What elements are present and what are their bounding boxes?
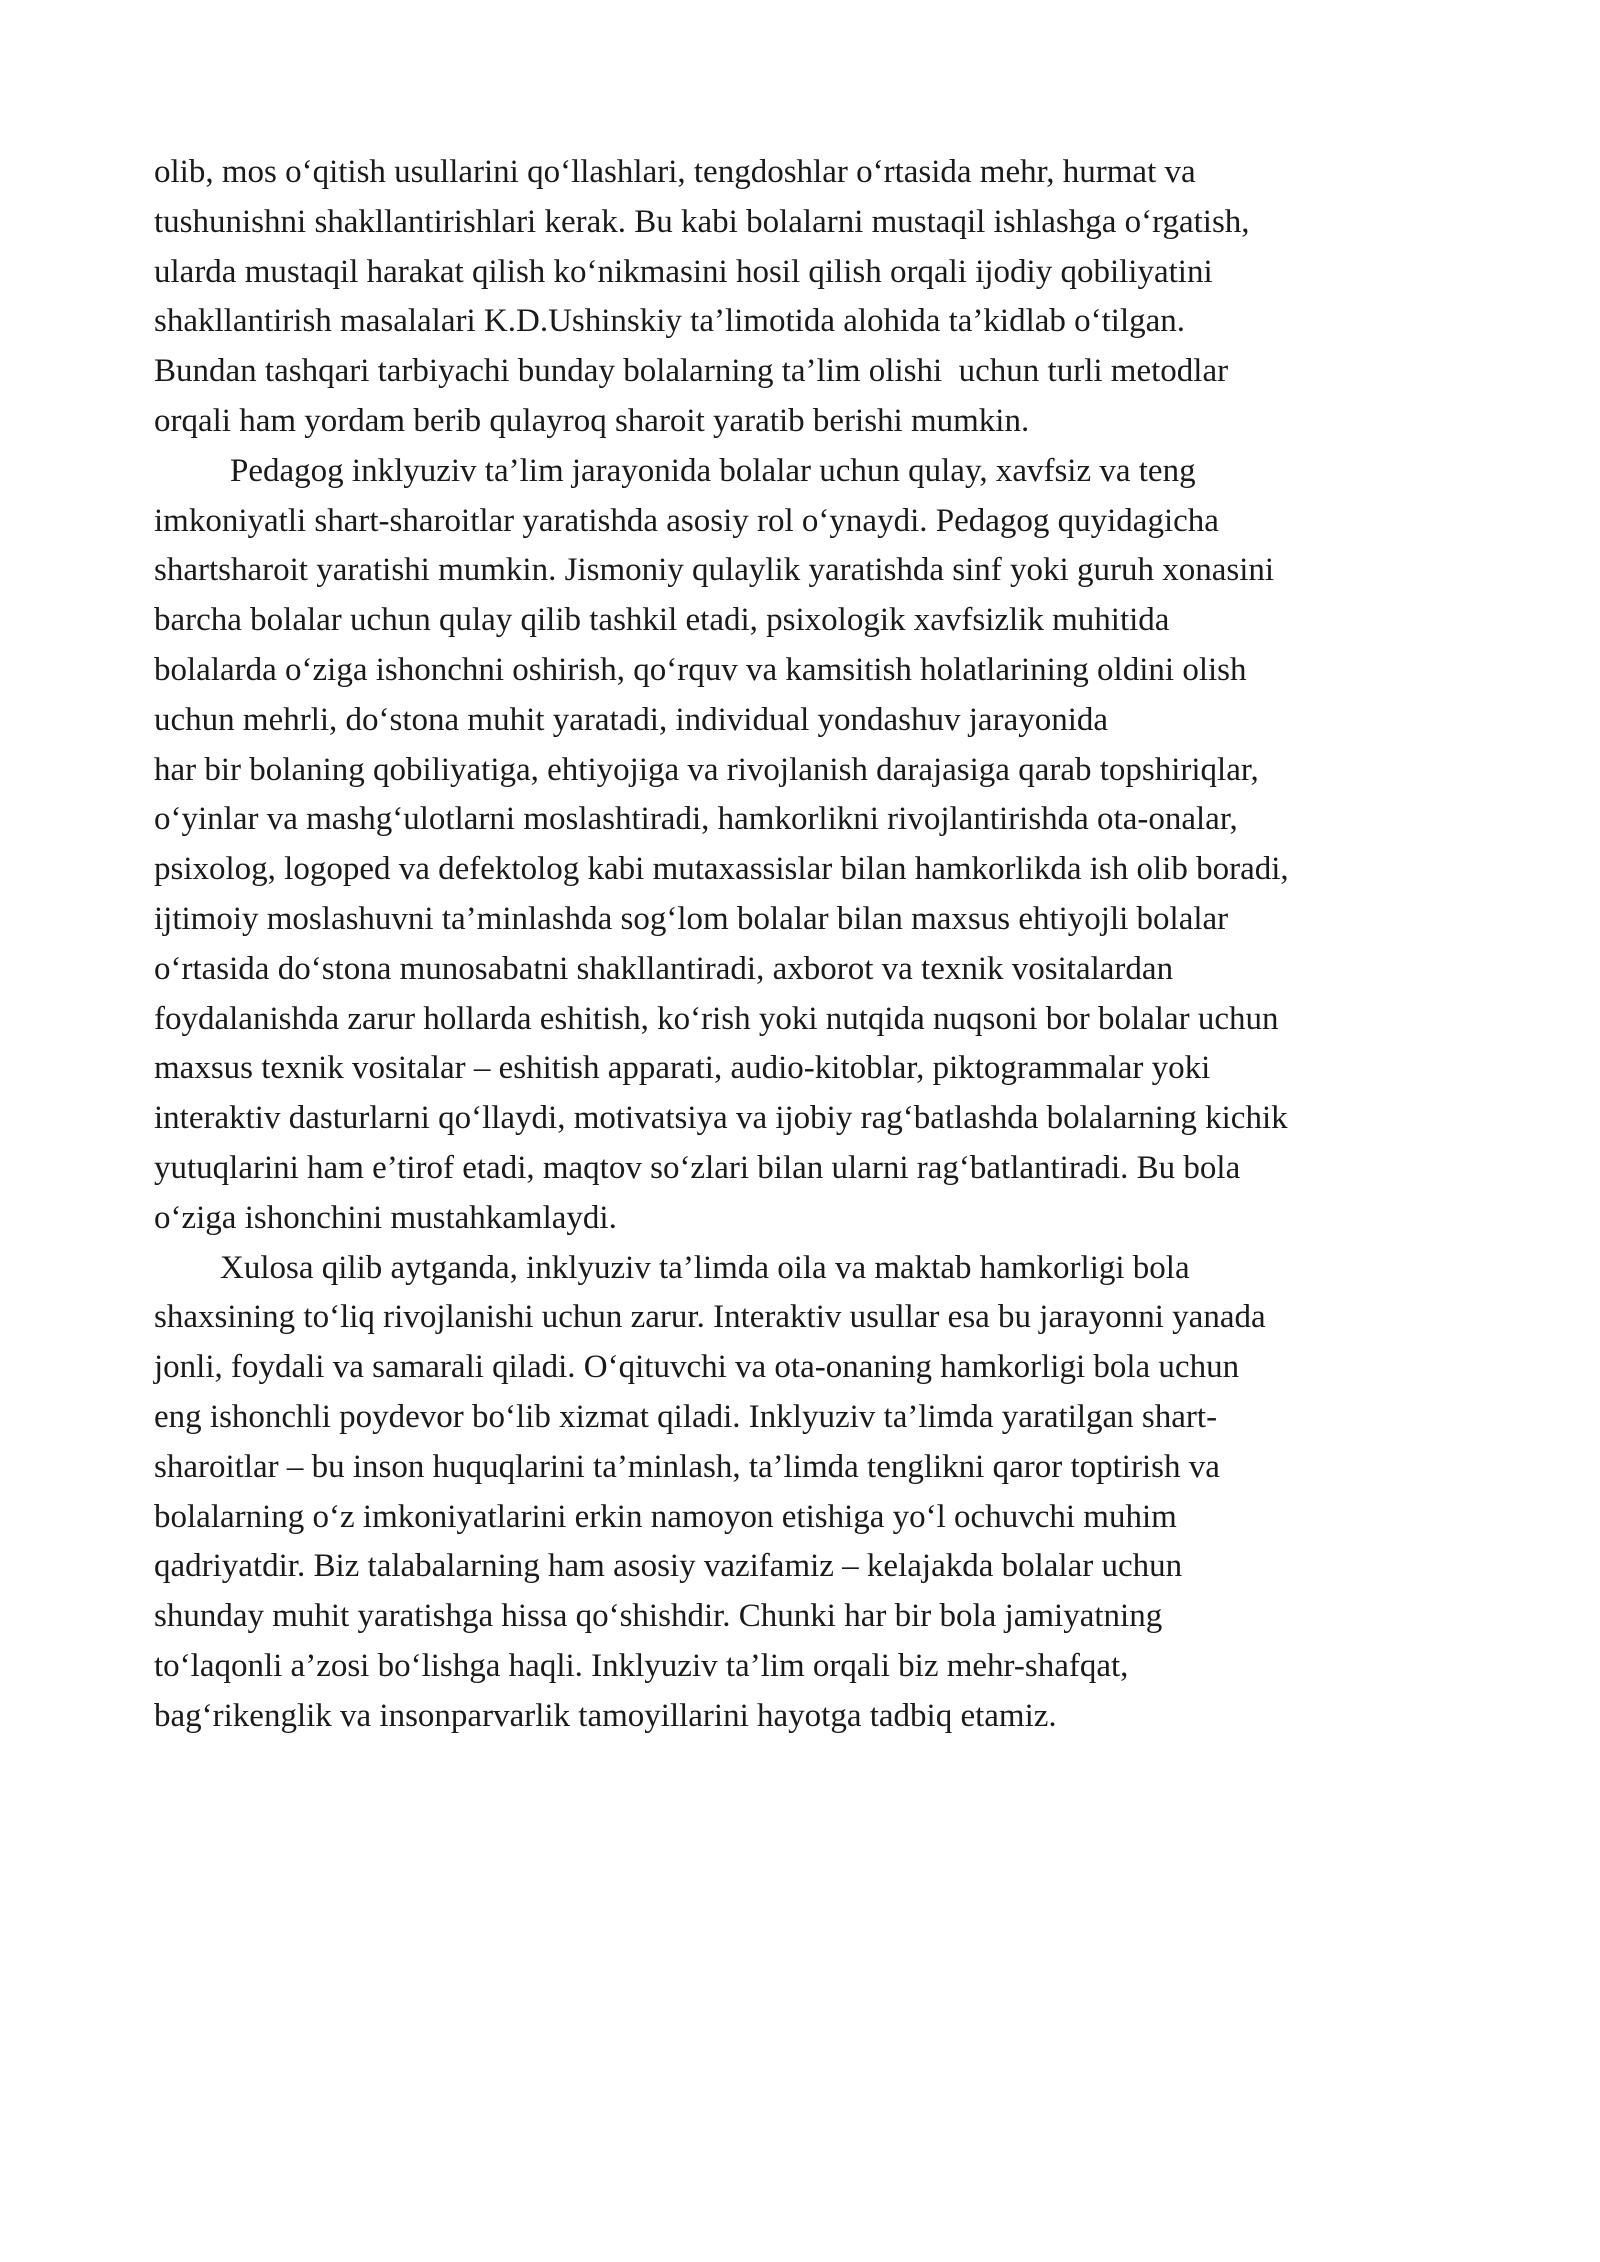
- text-line: ijtimoiy moslashuvni ta’minlashda sog‘lom bolalar bilan maxsus ehtiyojli bolalar: [154, 900, 1229, 937]
- text-line: interaktiv dasturlarni qo‘llaydi, motivatsiya va ijobiy rag‘batlashda bolalarning kichik: [154, 1100, 1288, 1137]
- text-line: Pedagog inklyuziv ta’lim jarayonida bolalar uchun qulay, xavfsiz va teng: [230, 452, 1196, 489]
- text-line: bolalarning o‘z imkoniyatlarini erkin namoyon etishiga yo‘l ochuvchi muhim: [154, 1498, 1177, 1535]
- text-line: orqali ham yordam berib qulayroq sharoit yaratib berishi mumkin.: [154, 402, 1030, 439]
- text-line: shunday muhit yaratishga hissa qo‘shishdir. Chunki har bir bola jamiyatning: [154, 1598, 1163, 1635]
- text-line: olib, mos o‘qitish usullarini qo‘llashlari, tengdoshlar o‘rtasida mehr, hurmat va: [154, 154, 1196, 190]
- text-line: Xulosa qilib aytganda, inklyuziv ta’limda oila va maktab hamkorligi bola: [220, 1249, 1190, 1286]
- paragraph-2: [154, 447, 1474, 1244]
- text-line: shartsharoit yaratishi mumkin. Jismoniy qulaylik yaratishda sinf yoki guruh xonasini: [154, 552, 1275, 589]
- text-line: sharoitlar – bu inson huquqlarini ta’minlash, ta’limda tenglikni qaror toptirish va: [154, 1448, 1220, 1485]
- text-line: har bir bolaning qobiliyatiga, ehtiyojiga va rivojlanish darajasiga qarab topshiriqlar,: [154, 751, 1259, 788]
- text-line: imkoniyatli shart-sharoitlar yaratishda asosiy rol o‘ynaydi. Pedagog quyidagicha: [154, 502, 1219, 539]
- text-line: qadriyatdir. Biz talabalarning ham asosiy vazifamiz – kelajakda bolalar uchun: [154, 1548, 1183, 1585]
- text-line: tushunishni shakllantirishlari kerak. Bu kabi bolalarni mustaqil ishlashga o‘rgatish,: [154, 203, 1250, 240]
- text-line: o‘ziga ishonchini mustahkamlaydi.: [154, 1199, 617, 1236]
- text-line: foydalanishda zarur hollarda eshitish, ko‘rish yoki nutqida nuqsoni bor bolalar uchun: [154, 1000, 1279, 1037]
- text-line: bag‘rikenglik va insonparvarlik tamoyillarini hayotga tadbiq etamiz.: [154, 1697, 1057, 1734]
- text-line: Bundan tashqari tarbiyachi bunday bolalarning ta’lim olishi uchun turli metodlar: [154, 353, 1229, 390]
- text-line: eng ishonchli poydevor bo‘lib xizmat qiladi. Inklyuziv ta’limda yaratilgan shart-: [154, 1398, 1218, 1435]
- text-line: o‘rtasida do‘stona munosabatni shakllantiradi, axborot va texnik vositalardan: [154, 950, 1174, 987]
- text-line: barcha bolalar uchun qulay qilib tashkil etadi, psixologik xavfsizlik muhitida: [154, 602, 1170, 639]
- text-line: maxsus texnik vositalar – eshitish apparati, audio-kitoblar, piktogrammalar yoki: [154, 1050, 1211, 1087]
- text-line: o‘yinlar va mashg‘ulotlarni moslashtiradi, hamkorlikni rivojlantirishda ota-onalar,: [154, 801, 1238, 838]
- text-line: ularda mustaqil harakat qilish ko‘nikmasini hosil qilish orqali ijodiy qobiliyatini: [154, 253, 1213, 290]
- paragraph-1: [154, 148, 1474, 447]
- text-line: jonli, foydali va samarali qiladi. O‘qituvchi va ota-onaning hamkorligi bola uchun: [154, 1349, 1240, 1386]
- text-line: psixolog, logoped va defektolog kabi mutaxassislar bilan hamkorlikda ish olib boradi,: [154, 851, 1289, 888]
- text-line: shaxsining to‘liq rivojlanishi uchun zarur. Interaktiv usullar esa bu jarayonni yanada: [154, 1299, 1266, 1336]
- text-line: shakllantirish masalalari K.D.Ushinskiy ta’limotida alohida ta’kidlab o‘tilgan.: [154, 303, 1186, 340]
- paragraph-3: [154, 1244, 1474, 1742]
- document-page: [154, 148, 1474, 1742]
- text-line: bolalarda o‘ziga ishonchni oshirish, qo‘rquv va kamsitish holatlarining oldini olish: [154, 651, 1247, 688]
- text-line: yutuqlarini ham e’tirof etadi, maqtov so‘zlari bilan ularni rag‘batlantiradi. Bu bola: [154, 1149, 1241, 1186]
- text-line: to‘laqonli a’zosi bo‘lishga haqli. Inklyuziv ta’lim orqali biz mehr-shafqat,: [154, 1647, 1129, 1684]
- text-line: uchun mehrli, do‘stona muhit yaratadi, individual yondashuv jarayonida: [154, 701, 1109, 738]
